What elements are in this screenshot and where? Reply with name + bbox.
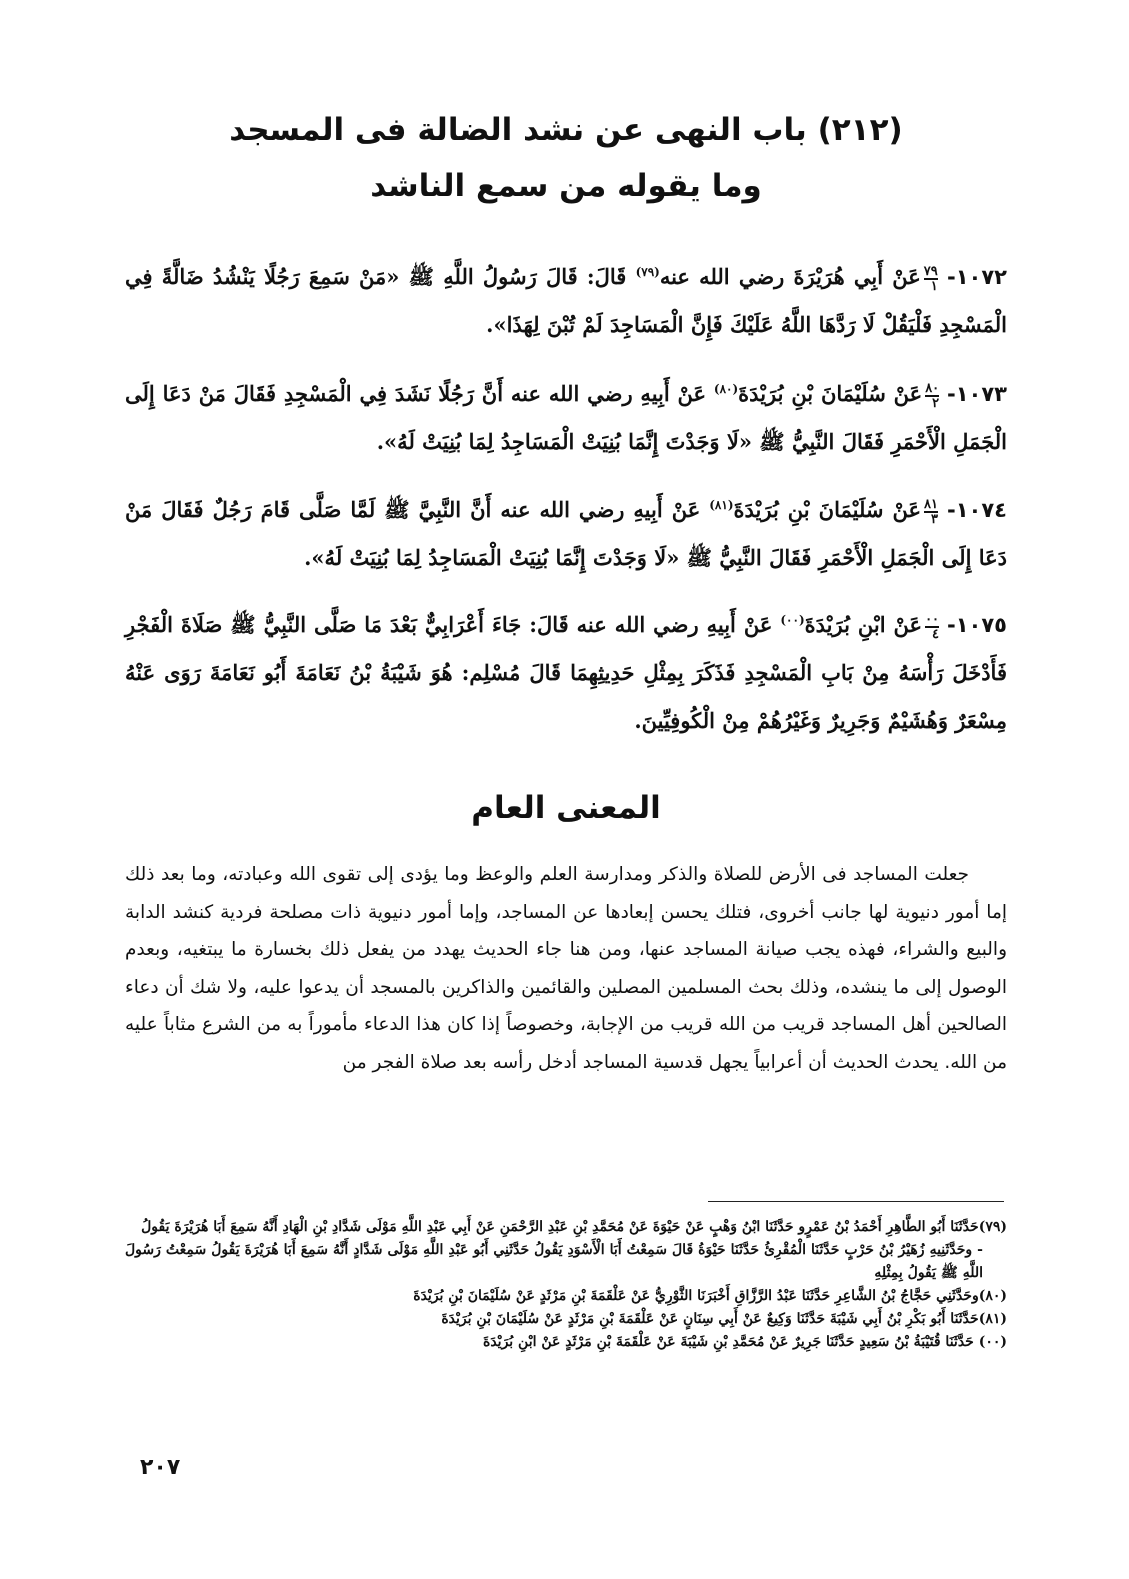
footnote-79-cont: - وحَدَّثَنِيهِ زُهَيْرُ بْنُ حَرْبٍ حَدَّثَنَا الْمُقْرِئُ حَدَّثَنَا حَيْوَةُ قَالَ سَمِعْتُ أَبَا الْأَسْوَدِ يَقُولُ حَدَّثَنِي أَبُو عَبْدِ اللَّهِ مَوْلَى شَدَّادٍ أَنَّهُ سَمِعَ أَبَا هُرَيْرَةَ يَقُولُ سَمِعْتُ رَسُولَ اللَّهِ ﷺ يَقُولُ بِمِثْلِهِ <box>125 1242 983 1281</box>
footnote-divider <box>708 1201 1004 1202</box>
footnote-79: (٧٩)حَدَّثَنَا أَبُو الطَّاهِرِ أَحْمَدُ بْنُ عَمْرٍو حَدَّثَنَا ابْنُ وَهْبٍ عَنْ حَيْوَةَ عَنْ مُحَمَّدِ بْنِ عَبْدِ الرَّحْمَنِ عَنْ أَبِي عَبْدِ اللَّهِ مَوْلَى شَدَّادِ بْنِ الْهَادِ أَنَّهُ سَمِعَ أَبَا هُرَيْرَةَ يَقُولُ <box>141 1219 1007 1235</box>
chapter-subtitle: وما يقوله من سمع الناشد <box>370 168 762 204</box>
hadith-number: ١٠٧٣- <box>947 382 1007 406</box>
hadith-text: عَنْ أَبِيهِ رضي الله عنه أَنَّ النَّبِيَّ ﷺ لَمَّا صَلَّى قَامَ رَجُلٌ فَقَالَ مَنْ دَعَا إِلَى الْجَمَلِ الْأَحْمَرِ فَقَالَ النَّبِيُّ ﷺ «لَا وَجَدْتَ إِنَّمَا بُنِيَتْ الْمَسَاجِدُ لِمَا بُنِيَتْ لَهُ». <box>125 497 1007 570</box>
footnote-ref[interactable]: (٨١) <box>709 498 734 512</box>
hadith-1075 <box>125 601 1007 745</box>
footnote-80: (٨٠)وحَدَّثَنِي حَجَّاجُ بْنُ الشَّاعِرِ حَدَّثَنَا عَبْدُ الرَّزَّاقِ أَخْبَرَنَا الثَّوْرِيُّ عَنْ عَلْقَمَةَ بْنِ مَرْثَدٍ عَنْ سُلَيْمَانَ بْنِ بُرَيْدَةَ <box>413 1288 1007 1304</box>
hadith-1073 <box>125 370 1007 466</box>
footnote-ref[interactable]: (٠٠) <box>780 613 805 627</box>
hadith-text: عَنْ أَبِي هُرَيْرَةَ رضي الله عنه <box>659 264 921 289</box>
footnote-81: (٨١)حَدَّثَنَا أَبُو بَكْرِ بْنُ أَبِي شَيْبَةَ حَدَّثَنَا وَكِيعٌ عَنْ أَبِي سِنَانٍ عَنْ عَلْقَمَةَ بْنِ مَرْثَدٍ عَنْ سُلَيْمَانَ بْنِ بُرَيْدَةَ <box>441 1311 1007 1327</box>
page-number: ٢٠٧ <box>140 1455 181 1480</box>
section-heading: المعنى العام <box>471 790 661 826</box>
footnote-ref[interactable]: (٨٠) <box>713 382 739 396</box>
hadith-1072 <box>125 253 1007 349</box>
hadith-1074 <box>125 486 1007 582</box>
footnote-00: (٠٠) حَدَّثَنَا قُتَيْبَةُ بْنُ سَعِيدٍ حَدَّثَنَا جَرِيرٌ عَنْ مُحَمَّدِ بْنِ شَيْبَةَ عَنْ عَلْقَمَةَ بْنِ مَرْثَدٍ عَنْ ابْنِ بُرَيْدَةَ <box>482 1334 1007 1350</box>
footnotes <box>125 1216 1007 1354</box>
hadith-text: عَنْ أَبِيهِ رضي الله عنه قَالَ: جَاءَ أَعْرَابِيٌّ بَعْدَ مَا صَلَّى النَّبِيُّ ﷺ صَلَاةَ الْفَجْرِ فَأَدْخَلَ رَأْسَهُ مِنْ بَابِ الْمَسْجِدِ فَذَكَرَ بِمِثْلِ حَدِيثِهِمَا قَالَ مُسْلِم: هُوَ شَيْبَةُ بْنُ نَعَامَةَ أَبُو نَعَامَةَ رَوَى عَنْهُ مِسْعَرٌ وَهُشَيْمٌ وَجَرِيرٌ وَغَيْرُهُمْ مِنْ الْكُوفِيِّينَ. <box>125 612 1007 733</box>
hadith-text: عَنْ سُلَيْمَانَ بْنِ بُرَيْدَةَ <box>733 497 922 522</box>
chapter-title: (٢١٢) باب النهى عن نشد الضالة فى المسجد <box>229 112 903 148</box>
hadith-fraction: $\frac{٧٩}{١}$ <box>923 263 938 294</box>
hadith-text: عَنْ أَبِيهِ رضي الله عنه أَنَّ رَجُلًا نَشَدَ فِي الْمَسْجِدِ فَقَالَ مَنْ دَعَا إِلَى الْجَمَلِ الْأَحْمَرِ فَقَالَ النَّبِيُّ ﷺ «لَا وَجَدْتَ إِنَّمَا بُنِيَتْ الْمَسَاجِدُ لِمَا بُنِيَتْ لَهُ». <box>125 381 1007 454</box>
hadith-text: عَنْ سُلَيْمَانَ بْنِ بُرَيْدَةَ <box>738 381 923 406</box>
hadith-text: قَالَ: قَالَ رَسُولُ اللَّهِ ﷺ «مَنْ سَمِعَ رَجُلًا يَنْشُدُ ضَالَّةً فِي الْمَسْجِدِ فَلْيَقُلْ لَا رَدَّهَا اللَّهُ عَلَيْكَ فَإِنَّ الْمَسَاجِدَ لَمْ تُبْنَ لِهَذَا». <box>125 264 1007 337</box>
body-paragraph: جعلت المساجد فى الأرض للصلاة والذكر ومدارسة العلم والوعظ وما يؤدى إلى تقوى الله وعبادته، وما بعد ذلك إما أمور دنيوية لها جانب أخروى، فتلك يحسن إبعادها عن المساجد، وإما أمور دنيوية ذات مصلحة فردية كنشد الدابة والبيع والشراء، فهذه يجب صيانة المساجد عنها، ومن هنا جاء الحديث يهدد من يفعل ذلك بخسارة ما يبتغيه، وبعدم الوصول إلى ما ينشده، وذلك بحث المسلمين المصلين والقائمين والذاكرين بالمسجد أن يدعوا عليه، ولا شك أن دعاء الصالحين أهل المساجد قريب من الله قريب من الإجابة، وخصوصاً إذا كان هذا الدعاء مأموراً به من الشرع مثاباً عليه من الله. يحدث الحديث أن أعرابياً يجهل قدسية المساجد أدخل رأسه بعد صلاة الفجر من <box>125 864 1007 1073</box>
hadith-number: ١٠٧٤- <box>947 498 1008 522</box>
hadith-number: ١٠٧٥- <box>947 613 1008 637</box>
hadith-fraction: $\frac{٨٠}{٢}$ <box>925 380 940 411</box>
hadith-fraction: $\frac{٠٠}{٤}$ <box>925 611 940 642</box>
hadith-text: عَنْ ابْنِ بُرَيْدَةَ <box>804 612 923 637</box>
footnote-ref[interactable]: (٧٩) <box>635 265 660 279</box>
hadith-number: ١٠٧٢- <box>947 265 1007 289</box>
hadith-fraction: $\frac{٨١}{٣}$ <box>924 496 938 527</box>
